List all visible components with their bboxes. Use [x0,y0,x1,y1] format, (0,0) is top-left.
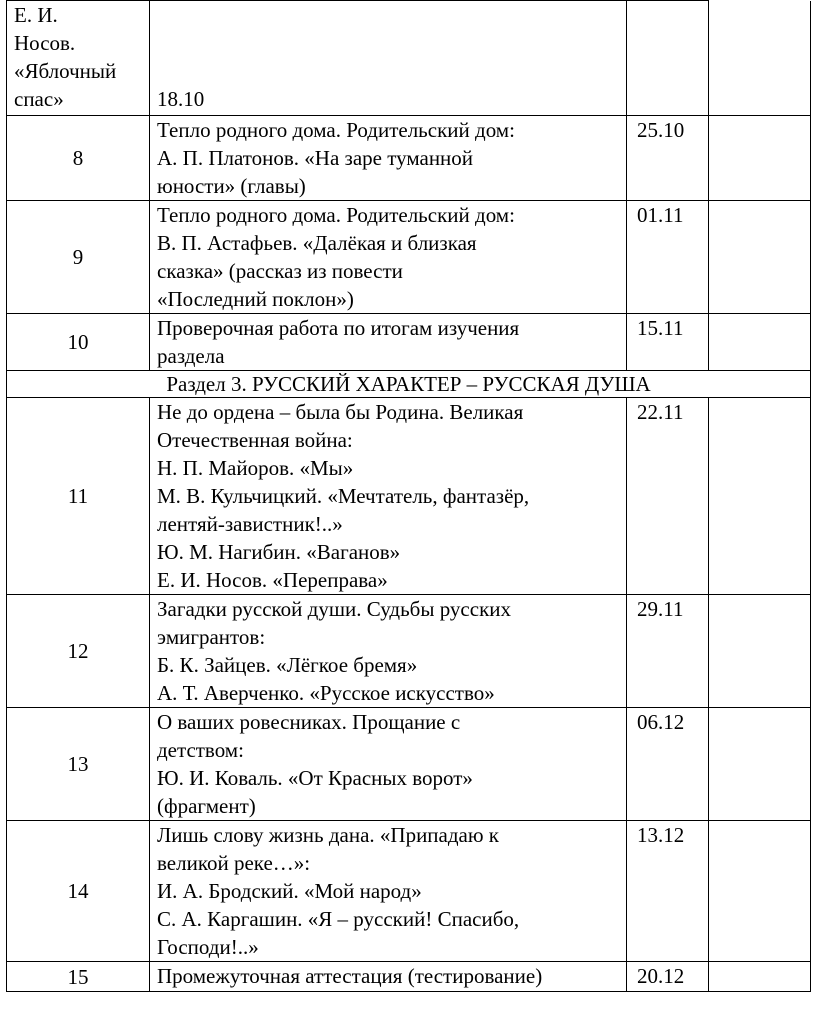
lesson-number: 10 [7,314,150,371]
topic-line: Господи!..» [157,935,259,959]
notes-cell [709,314,811,371]
lesson-number: 14 [7,821,150,962]
topic-line: В. П. Астафьев. «Далёкая и близкая [157,231,477,255]
author-line: «Яблочный [14,59,117,83]
lesson-date: 18.10 [157,87,205,111]
topic-line: Не до ордена – была бы Родина. Великая [157,400,524,424]
lesson-number: 12 [7,595,150,708]
notes-cell [709,1,811,116]
table-row [7,708,811,821]
topic-cell [150,398,627,595]
author-cell [7,1,150,116]
lesson-date: 15.11 [627,314,709,371]
lesson-date: 06.12 [627,708,709,821]
empty-cell [627,1,709,116]
topic-line: Ю. И. Коваль. «От Красных ворот» [157,766,473,790]
lesson-number: 9 [7,201,150,314]
topic-line: (фрагмент) [157,794,256,818]
topic-line: О ваших ровесниках. Прощание с [157,710,461,734]
topic-line: Ю. М. Нагибин. «Ваганов» [157,540,401,564]
section-title: Раздел 3. РУССКИЙ ХАРАКТЕР – РУССКАЯ ДУША [7,371,811,398]
table-row [7,595,811,708]
author-line: Носов. [14,31,76,55]
topic-line: Б. К. Зайцев. «Лёгкое бремя» [157,653,418,677]
notes-cell [709,962,811,992]
topic-cell [150,821,627,962]
lesson-date: 01.11 [627,201,709,314]
table-row [7,116,811,201]
author-line: спас» [14,87,64,111]
notes-cell [709,708,811,821]
topic-line: эмигрантов: [157,625,266,649]
lesson-plan-table [6,0,811,992]
topic-cell [150,116,627,201]
table-row [7,821,811,962]
topic-line: Е. И. Носов. «Переправа» [157,568,388,592]
topic-line: Лишь слову жизнь дана. «Припадаю к [157,823,500,847]
topic-line: И. А. Бродский. «Мой народ» [157,879,422,903]
topic-line: раздела [157,344,225,368]
notes-cell [709,201,811,314]
section-row [7,371,811,398]
topic-line: Н. П. Майоров. «Мы» [157,456,354,480]
notes-cell [709,595,811,708]
topic-line: С. А. Каргашин. «Я – русский! Спасибо, [157,907,520,931]
table-row [7,314,811,371]
topic-line: сказка» (рассказ из повести [157,259,403,283]
table-row [7,1,811,116]
topic-cell [150,595,627,708]
topic-line: юности» (главы) [157,174,306,198]
topic-line: Проверочная работа по итогам изучения [157,316,520,340]
notes-cell [709,116,811,201]
topic-line: детством: [157,738,244,762]
topic-line: М. В. Кульчицкий. «Мечтатель, фантазёр, [157,484,530,508]
topic-cell [150,201,627,314]
table-row [7,201,811,314]
topic-cell [150,708,627,821]
topic-line: Загадки русской души. Судьбы русских [157,597,512,621]
topic-line: Тепло родного дома. Родительский дом: [157,203,515,227]
topic-line: А. Т. Аверченко. «Русское искусство» [157,681,495,705]
table-row [7,398,811,595]
topic-line: Промежуточная аттестация (тестирование) [157,964,543,988]
notes-cell [709,398,811,595]
lesson-number: 11 [7,398,150,595]
lesson-date: 22.11 [627,398,709,595]
date-cell [150,1,627,116]
topic-line: Тепло родного дома. Родительский дом: [157,118,515,142]
lesson-date: 13.12 [627,821,709,962]
topic-cell [150,962,627,992]
lesson-number: 8 [7,116,150,201]
topic-line: великой реке…»: [157,851,311,875]
lesson-number: 15 [7,962,150,992]
author-line: Е. И. [14,3,58,27]
topic-line: Отечественная война: [157,428,353,452]
topic-line: А. П. Платонов. «На заре туманной [157,146,474,170]
topic-cell [150,314,627,371]
lesson-date: 20.12 [627,962,709,992]
topic-line: «Последний поклон») [157,287,354,311]
lesson-date: 29.11 [627,595,709,708]
lesson-date: 25.10 [627,116,709,201]
topic-line: лентяй-завистник!..» [157,512,343,536]
table-row [7,962,811,992]
lesson-number: 13 [7,708,150,821]
notes-cell [709,821,811,962]
